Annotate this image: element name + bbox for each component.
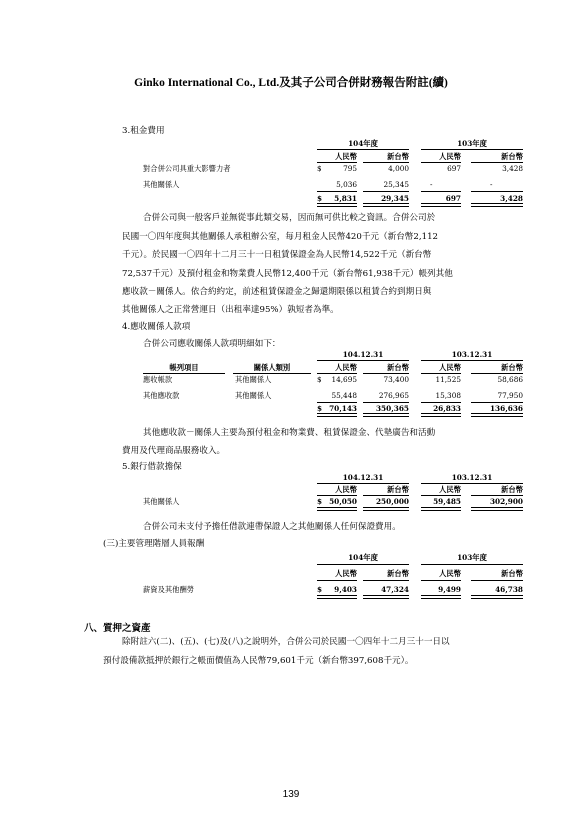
- paragraph-line: 72,537千元）及預付租金和物業費人民幣12,400千元（新台幣61,938千元）帳列其他: [122, 269, 453, 279]
- paragraph-line: 千元）。於民國一〇四年十二月三十一日租賃保證金為人民幣14,522千元（新台幣: [122, 250, 432, 260]
- column-header: 新台幣: [387, 569, 409, 578]
- currency-symbol: $: [317, 497, 323, 506]
- table-cell: 46,738: [495, 585, 523, 594]
- table-cell: 250,000: [375, 497, 409, 506]
- divider: [317, 162, 357, 163]
- double-underline: [421, 203, 461, 207]
- double-underline: [363, 413, 409, 417]
- column-header: 新台幣: [501, 569, 523, 578]
- divider: [471, 162, 523, 163]
- table-cell: 77,950: [497, 391, 523, 400]
- table-cell: 25,345: [383, 180, 409, 189]
- currency-symbol: $: [317, 194, 323, 203]
- double-underline: [471, 507, 523, 511]
- divider: [421, 495, 461, 496]
- paragraph-line: 預付設備款抵押於銀行之帳面價值為人民幣79,601千元（新台幣397,608千元）。: [103, 656, 414, 666]
- table-row-category: 其他關係人: [235, 391, 272, 400]
- currency-symbol: $: [317, 164, 322, 173]
- table-cell: -: [490, 180, 493, 189]
- column-year-103: 103年度: [457, 139, 487, 148]
- double-underline: [363, 595, 409, 599]
- total-cell: 3,428: [500, 194, 523, 203]
- paragraph-line: 合併公司與一般客戶並無從事此類交易，因而無可供比較之資訊。合併公司於: [143, 213, 436, 223]
- section-heading-guarantee: 5.銀行借款擔保: [122, 462, 182, 472]
- total-cell: 29,345: [381, 194, 409, 203]
- divider: [363, 402, 409, 403]
- column-year-103: 103年度: [457, 553, 487, 562]
- double-underline: [421, 507, 461, 511]
- divider: [317, 360, 409, 361]
- column-header: 人民幣: [335, 152, 357, 161]
- divider: [317, 149, 409, 150]
- double-underline: [471, 203, 523, 207]
- divider: [317, 495, 357, 496]
- table-cell: 795: [343, 164, 357, 173]
- table-cell: 47,324: [381, 585, 409, 594]
- column-header: 人民幣: [439, 152, 461, 161]
- table-cell: 4,000: [388, 164, 409, 173]
- column-header: 新台幣: [501, 485, 523, 494]
- divider: [471, 580, 523, 581]
- column-date-103: 103.12.31: [451, 350, 493, 359]
- divider: [363, 373, 409, 374]
- divider: [317, 373, 357, 374]
- table-row-account: 其他應收款: [143, 391, 180, 400]
- column-header: 人民幣: [335, 363, 357, 372]
- total-cell: 350,365: [375, 404, 409, 413]
- double-underline: [317, 507, 357, 511]
- table-cell: -: [430, 180, 433, 189]
- total-cell: 136,636: [489, 404, 523, 413]
- column-header-account: 帳列項目: [169, 363, 199, 372]
- table-cell: 50,050: [329, 497, 357, 506]
- column-year-104: 104年度: [348, 553, 378, 562]
- divider: [471, 495, 523, 496]
- divider: [317, 191, 357, 192]
- double-underline: [471, 595, 523, 599]
- column-header: 新台幣: [387, 363, 409, 372]
- section-heading-rent: 3.租金費用: [122, 126, 165, 136]
- divider: [363, 495, 409, 496]
- double-underline: [471, 413, 523, 417]
- table-cell: 3,428: [502, 164, 523, 173]
- paragraph-line: 應收款－關係人。依合約約定，前述租賃保證金之歸還期限係以租賃合約到期日與: [122, 287, 432, 297]
- divider: [471, 373, 523, 374]
- table-cell: 9,499: [438, 585, 461, 594]
- column-date-104: 104.12.31: [342, 350, 384, 359]
- total-cell: 5,831: [334, 194, 357, 203]
- paragraph-line: 其他應收款－關係人主要為預付租金和物業費、租賃保證金、代墊廣告和活動: [143, 428, 436, 438]
- double-underline: [363, 507, 409, 511]
- divider: [471, 402, 523, 403]
- section-heading-receivable: 4.應收關係人款項: [122, 322, 191, 332]
- table-cell: 9,403: [334, 585, 357, 594]
- column-date-103: 103.12.31: [451, 473, 493, 482]
- section-intro: 合併公司應收關係人款項明細如下：: [143, 339, 281, 349]
- table-cell: 697: [447, 164, 461, 173]
- table-cell: 302,900: [489, 497, 523, 506]
- page-number: 139: [282, 789, 300, 800]
- paragraph-line: 合併公司未支付予擔任借款連帶保證人之其他關係人任何保證費用。: [143, 522, 401, 532]
- divider: [421, 580, 461, 581]
- column-header: 人民幣: [335, 569, 357, 578]
- currency-symbol: $: [317, 375, 322, 384]
- divider: [143, 373, 225, 374]
- column-date-104: 104.12.31: [342, 473, 384, 482]
- divider: [233, 373, 311, 374]
- divider: [421, 162, 461, 163]
- table-row-label: 其他關係人: [143, 497, 180, 506]
- divider: [421, 149, 523, 150]
- currency-symbol: $: [317, 404, 323, 413]
- divider: [421, 191, 461, 192]
- table-cell: 15,308: [435, 391, 461, 400]
- section-heading-pledged-assets: 八、質押之資產: [84, 623, 151, 634]
- paragraph-line: 除附註六(二)、(五)、(七)及(八)之說明外，合併公司於民國一〇四年十二月三十一日以: [122, 637, 450, 647]
- table-cell: 55,448: [331, 391, 357, 400]
- table-cell: 14,695: [331, 375, 357, 384]
- table-row-category: 其他關係人: [235, 375, 272, 384]
- total-cell: 70,143: [329, 404, 357, 413]
- column-header-category: 關係人類別: [253, 363, 291, 372]
- table-cell: 59,485: [433, 497, 461, 506]
- column-header: 人民幣: [439, 363, 461, 372]
- column-header: 新台幣: [501, 363, 523, 372]
- double-underline: [421, 413, 461, 417]
- table-row-label: 薪資及其他酬勞: [143, 585, 195, 594]
- double-underline: [363, 203, 409, 207]
- column-header: 新台幣: [387, 152, 409, 161]
- divider: [421, 373, 461, 374]
- column-year-104: 104年度: [348, 139, 378, 148]
- column-header: 人民幣: [335, 485, 357, 494]
- divider: [317, 483, 409, 484]
- divider: [363, 191, 409, 192]
- double-underline: [317, 203, 357, 207]
- section-heading-management: (三)主要管理階層人員報酬: [103, 539, 205, 549]
- page-title: Ginko International Co., Ltd.及其子公司合併財務報告附註(續): [134, 77, 448, 89]
- column-header: 人民幣: [439, 485, 461, 494]
- column-header: 新台幣: [501, 152, 523, 161]
- currency-symbol: $: [317, 585, 323, 594]
- table-cell: 5,036: [336, 180, 357, 189]
- table-cell: 276,965: [378, 391, 409, 400]
- paragraph-line: 費用及代理商品服務收入。: [122, 446, 226, 456]
- divider: [421, 402, 461, 403]
- table-cell: 58,686: [497, 375, 523, 384]
- divider: [363, 580, 409, 581]
- divider: [421, 360, 523, 361]
- divider: [421, 564, 523, 565]
- divider: [421, 483, 523, 484]
- total-cell: 697: [445, 194, 461, 203]
- paragraph-line: 民國一〇四年度與其他關係人承租辦公室，每月租金人民幣420千元（新台幣2,112: [122, 232, 439, 242]
- divider: [471, 191, 523, 192]
- double-underline: [317, 413, 357, 417]
- divider: [317, 580, 357, 581]
- table-row-label: 其他關係人: [143, 180, 180, 189]
- paragraph-line: 其他關係人之正常營運日（出租率達95%）孰短者為準。: [122, 305, 339, 315]
- table-row-account: 應收帳款: [143, 375, 173, 384]
- table-cell: 11,525: [435, 375, 461, 384]
- divider: [317, 402, 357, 403]
- divider: [317, 564, 409, 565]
- double-underline: [421, 595, 461, 599]
- table-cell: 73,400: [383, 375, 409, 384]
- table-row-label: 對合併公司具重大影響力者: [143, 164, 231, 173]
- total-cell: 26,833: [433, 404, 461, 413]
- column-header: 新台幣: [387, 485, 409, 494]
- column-header: 人民幣: [439, 569, 461, 578]
- divider: [363, 162, 409, 163]
- double-underline: [317, 595, 357, 599]
